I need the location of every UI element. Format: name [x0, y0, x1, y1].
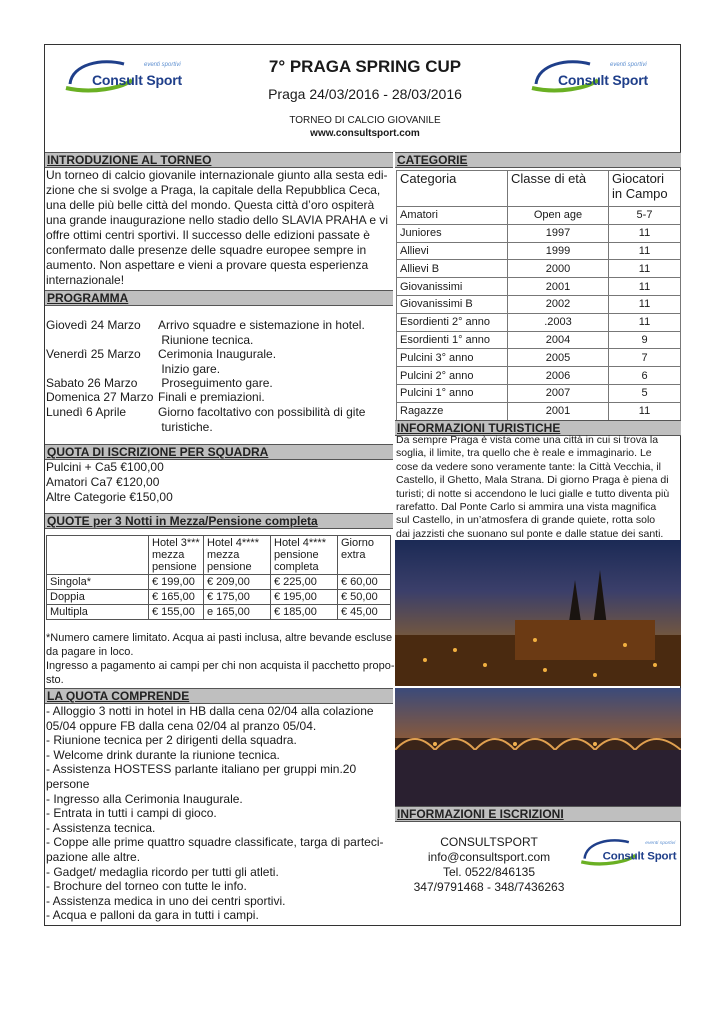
- table-header-cell: Hotel 4**** mezza pensione: [204, 536, 271, 575]
- section-heading-categorie: CATEGORIE: [395, 152, 681, 168]
- text-line: soglia, il limite, tra quello che è reale e immaginario. Le: [396, 447, 652, 460]
- programma-activity: Arrivo squadre e sistemazione in hotel.: [158, 318, 365, 332]
- programma-row: [46, 420, 213, 434]
- programma-day: Sabato 26 Marzo: [46, 376, 138, 390]
- text-line: rarefatto. Dal Ponte Carlo si ammira una vista magnifica: [396, 501, 657, 514]
- charles-bridge-photo: [395, 688, 681, 806]
- table-cell: 6: [609, 367, 681, 385]
- text-line: una grande inaugurazione nello stadio dello SLAVIA PRAHA e vi: [46, 213, 389, 227]
- table-cell: 11: [609, 402, 681, 420]
- table-cell: 11: [609, 224, 681, 242]
- section-heading-contatti: INFORMAZIONI E ISCRIZIONI: [395, 806, 681, 822]
- programma-activity: Cerimonia Inaugurale.: [158, 347, 277, 361]
- table-cell: Ragazze: [397, 402, 508, 420]
- table-cell: Amatori: [397, 207, 508, 225]
- programma-activity: Inizio gare.: [158, 362, 221, 376]
- table-cell: 2001: [508, 278, 609, 296]
- table-row: [397, 402, 681, 420]
- table-cell: Giovanissimi: [397, 278, 508, 296]
- table-cell: 1997: [508, 224, 609, 242]
- programma-row: [46, 390, 265, 404]
- quote-notes: [46, 631, 395, 687]
- text-line: da pagare in loco.: [46, 646, 134, 658]
- table-header-cell: Giocatori in Campo: [609, 171, 681, 207]
- table-row: [397, 331, 681, 349]
- table-cell: Pulcini 2° anno: [397, 367, 508, 385]
- text-line: Altre Categorie €150,00: [46, 490, 173, 504]
- table-header-row: [397, 171, 681, 207]
- brand-name: Consult Sport: [92, 72, 182, 88]
- programma-activity: Proseguimento gare.: [158, 376, 273, 390]
- table-row: [397, 242, 681, 260]
- programma-row: [46, 347, 276, 361]
- table-cell: € 165,00: [149, 590, 204, 605]
- table-cell: Pulcini 3° anno: [397, 349, 508, 367]
- programma-day: Venerdì 25 Marzo: [46, 347, 141, 361]
- text-line: pazione alle altre.: [46, 849, 141, 864]
- programma-row: [46, 333, 253, 347]
- categorie-table: [396, 170, 681, 421]
- brand-logo-contatti: [578, 834, 685, 872]
- table-row: [397, 384, 681, 402]
- table-header-cell: Categoria: [397, 171, 508, 207]
- text-line: una delle più belle città del mondo. Questa città d’oro ospiterà: [46, 198, 375, 212]
- text-line: 347/9791468 - 348/7436263: [413, 880, 565, 894]
- table-cell: 2000: [508, 260, 609, 278]
- text-line: offre ottimi centri sportivi. Il successo delle edizioni passate è: [46, 228, 370, 242]
- text-line: - Welcome drink durante la riunione tecnica.: [46, 747, 280, 762]
- programma-row: [46, 318, 365, 332]
- text-line: info@consultsport.com: [427, 850, 551, 864]
- bridge-skyline-icon: [395, 688, 681, 806]
- brand-tagline: eventi sportivi: [645, 840, 676, 846]
- table-cell: Doppia: [47, 590, 149, 605]
- table-cell: 2007: [508, 384, 609, 402]
- table-row: [397, 295, 681, 313]
- table-cell: Juniores: [397, 224, 508, 242]
- text-line: - Assistenza medica in uno dei centri sportivi.: [46, 893, 286, 908]
- table-cell: 5-7: [609, 207, 681, 225]
- table-cell: 2006: [508, 367, 609, 385]
- contatti-text: [396, 835, 582, 895]
- old-town-skyline-icon: [395, 540, 681, 686]
- table-cell: 9: [609, 331, 681, 349]
- brand-tagline: eventi sportivi: [144, 62, 181, 68]
- text-line: confermato dalle presenze delle squadre europee sempre in: [46, 243, 367, 257]
- programma-row: [46, 376, 273, 390]
- quote-table: [46, 535, 391, 620]
- table-cell: € 195,00: [271, 590, 338, 605]
- brand-logo-right: [528, 54, 658, 100]
- text-line: internazionale!: [46, 273, 125, 287]
- table-row: [47, 605, 391, 620]
- table-header-row: [47, 536, 391, 575]
- section-heading-intro: INTRODUZIONE AL TORNEO: [45, 152, 393, 168]
- table-row: [397, 207, 681, 225]
- section-heading-programma: PROGRAMMA: [45, 290, 393, 306]
- programma-activity: Riunione tecnica.: [158, 333, 254, 347]
- table-cell: Open age: [508, 207, 609, 225]
- table-cell: 11: [609, 313, 681, 331]
- table-cell: e 165,00: [204, 605, 271, 620]
- table-header-cell: Hotel 4**** pensione completa: [271, 536, 338, 575]
- page-title: 7° PRAGA SPRING CUP: [268, 57, 462, 76]
- text-line: zione che si svolge a Praga, la capitale della Repubblica Ceca,: [46, 183, 381, 197]
- table-cell: 2004: [508, 331, 609, 349]
- programma-activity: Finali e premiazioni.: [158, 390, 265, 404]
- text-line: persone: [46, 776, 90, 791]
- table-cell: € 45,00: [338, 605, 391, 620]
- text-line: Pulcini + Ca5 €100,00: [46, 460, 164, 474]
- text-line: - Ingresso alla Cerimonia Inaugurale.: [46, 791, 243, 806]
- table-cell: € 50,00: [338, 590, 391, 605]
- brand-logo-left: [62, 54, 192, 100]
- table-cell: € 199,00: [149, 575, 204, 590]
- table-row: [397, 224, 681, 242]
- table-header-cell: Hotel 3*** mezza pensione: [149, 536, 204, 575]
- table-row: [397, 278, 681, 296]
- table-cell: € 60,00: [338, 575, 391, 590]
- table-header-cell: Giorno extra: [338, 536, 391, 575]
- event-subtitle: TORNEO DI CALCIO GIOVANILE: [289, 115, 441, 126]
- table-cell: 5: [609, 384, 681, 402]
- table-row: [397, 367, 681, 385]
- section-heading-comprende: LA QUOTA COMPRENDE: [45, 688, 393, 704]
- text-line: 05/04 oppure FB dalla cena 02/04 al pranzo 05/04.: [46, 718, 317, 733]
- quota-text: [46, 460, 392, 505]
- brand-tagline: eventi sportivi: [610, 62, 647, 68]
- table-cell: Singola*: [47, 575, 149, 590]
- text-line: cose da vedere sono veramente tante: la Città Vecchia, il: [396, 460, 661, 473]
- table-cell: € 175,00: [204, 590, 271, 605]
- programma-day: Giovedì 24 Marzo: [46, 318, 141, 332]
- programma-row: [46, 405, 365, 419]
- table-cell: 1999: [508, 242, 609, 260]
- text-line: dai jazzisti che suonano sul ponte e dalle statue dei santi.: [396, 527, 664, 540]
- table-row: [47, 590, 391, 605]
- table-cell: Multipla: [47, 605, 149, 620]
- text-line: - Brochure del torneo con tutte le info.: [46, 879, 247, 894]
- table-cell: 11: [609, 260, 681, 278]
- table-cell: 11: [609, 295, 681, 313]
- table-cell: Allievi B: [397, 260, 508, 278]
- table-row: [397, 260, 681, 278]
- text-line: - Gadget/ medaglia ricordo per tutti gli atleti.: [46, 864, 279, 879]
- text-line: Ingresso a pagamento ai campi per chi non acquista il pacchetto propo-: [46, 660, 395, 672]
- text-line: - Assistenza HOSTESS parlante italiano per gruppi min.20: [46, 762, 357, 777]
- table-cell: € 155,00: [149, 605, 204, 620]
- programma-day: Lunedì 6 Aprile: [46, 405, 127, 419]
- table-cell: Pulcini 1° anno: [397, 384, 508, 402]
- event-dates: Praga 24/03/2016 - 28/03/2016: [268, 86, 462, 102]
- text-line: - Coppe alle prime quattro squadre classificate, targa di parteci-: [46, 835, 384, 850]
- table-cell: € 209,00: [204, 575, 271, 590]
- table-cell: € 185,00: [271, 605, 338, 620]
- table-cell: 11: [609, 278, 681, 296]
- intro-text: [46, 168, 392, 288]
- section-heading-quote-notti: QUOTE per 3 Notti in Mezza/Pensione completa: [45, 513, 393, 529]
- brand-name: Consult Sport: [558, 72, 648, 88]
- text-line: turisti; di notte si accendono le luci gialle e tutto diventa più: [396, 487, 670, 500]
- table-cell: Giovanissimi B: [397, 295, 508, 313]
- table-cell: 7: [609, 349, 681, 367]
- text-line: - Acqua e palloni da gara in tutti i campi.: [46, 908, 259, 923]
- website-link[interactable]: www.consultsport.com: [310, 128, 420, 139]
- table-cell: 2002: [508, 295, 609, 313]
- text-line: - Assistenza tecnica.: [46, 820, 156, 835]
- text-line: Da sempre Praga è vista come una città in cui si trova la: [396, 434, 659, 446]
- section-heading-quota: QUOTA DI ISCRIZIONE PER SQUADRA: [45, 444, 393, 460]
- table-cell: Allievi: [397, 242, 508, 260]
- table-cell: .2003: [508, 313, 609, 331]
- programma-row: [46, 362, 220, 376]
- table-header-cell: Classe di età: [508, 171, 609, 207]
- table-cell: Esordienti 1° anno: [397, 331, 508, 349]
- prague-night-photo: [395, 540, 681, 686]
- programma-activity: Giorno facoltativo con possibilità di gite: [158, 405, 366, 419]
- text-line: - Riunione tecnica per 2 dirigenti della squadra.: [46, 733, 297, 748]
- text-line: Tel. 0522/846135: [442, 865, 536, 879]
- comprende-list: [46, 704, 392, 923]
- text-line: sto.: [46, 674, 64, 686]
- programma-activity: turistiche.: [158, 420, 213, 434]
- turismo-text: [396, 434, 682, 541]
- table-cell: Esordienti 2° anno: [397, 313, 508, 331]
- table-row: [397, 313, 681, 331]
- text-line: - Entrata in tutti i campi di gioco.: [46, 806, 217, 821]
- text-line: - Alloggio 3 notti in hotel in HB dalla cena 02/04 alla colazione: [46, 704, 374, 718]
- text-line: Amatori Ca7 €120,00: [46, 475, 160, 489]
- table-cell: 2005: [508, 349, 609, 367]
- table-header-cell: [47, 536, 149, 575]
- table-cell: 2001: [508, 402, 609, 420]
- text-line: *Numero camere limitato. Acqua ai pasti inclusa, altre bevande escluse: [46, 632, 393, 644]
- table-row: [397, 349, 681, 367]
- text-line: sul Castello, in un’atmosfera di grande quiete, rotta solo: [396, 514, 656, 527]
- text-line: CONSULTSPORT: [440, 835, 538, 849]
- text-line: Castello, il Ghetto, Mala Strana. Di giorno Praga è piena di: [396, 474, 669, 487]
- table-row: [47, 575, 391, 590]
- text-line: aumento. Non aspettare e vieni a provare questa esperienza: [46, 258, 369, 272]
- section-heading-turismo: INFORMAZIONI TURISTICHE: [395, 420, 681, 436]
- table-cell: 11: [609, 242, 681, 260]
- programma-day: Domenica 27 Marzo: [46, 390, 154, 404]
- table-cell: € 225,00: [271, 575, 338, 590]
- brand-name: Consult Sport: [602, 848, 677, 862]
- text-line: Un torneo di calcio giovanile internazionale giunto alla sesta edi-: [46, 168, 388, 182]
